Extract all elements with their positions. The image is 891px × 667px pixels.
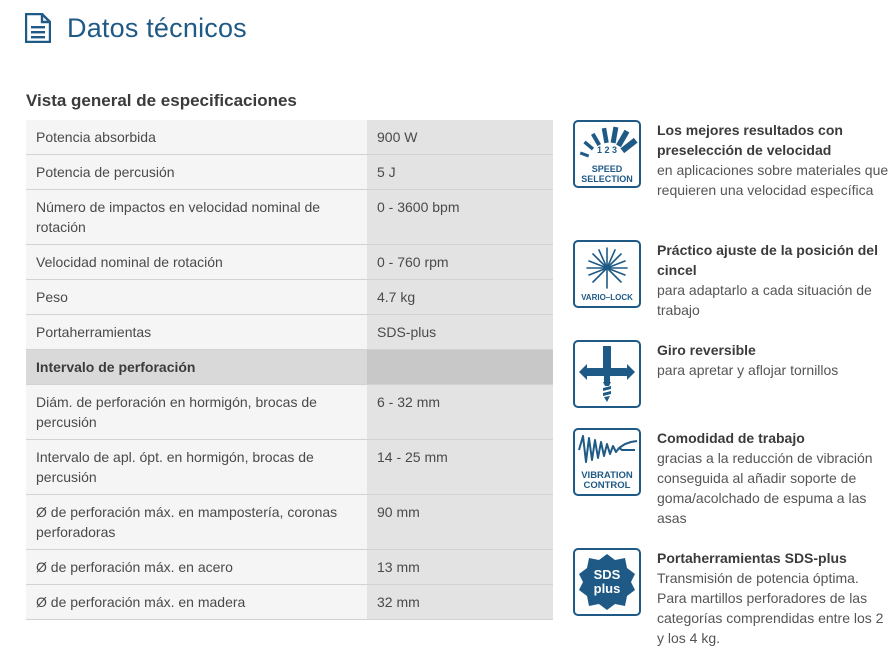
- spec-value: 0 - 760 rpm: [367, 245, 553, 279]
- spec-label: Potencia de percusión: [26, 155, 367, 189]
- table-row: [26, 385, 553, 440]
- table-row: [26, 245, 553, 280]
- table-row: [26, 120, 553, 155]
- feature-title: Práctico ajuste de la posición del cincel: [657, 242, 878, 278]
- feature-reversible-rotation: [573, 340, 889, 408]
- group-title: Intervalo de perforación: [26, 350, 367, 384]
- spec-label: Ø de perforación máx. en madera: [26, 585, 367, 619]
- spec-label: Peso: [26, 280, 367, 314]
- feature-sds-plus: [573, 548, 889, 648]
- feature-title: Giro reversible: [657, 342, 756, 358]
- feature-text: [657, 120, 889, 200]
- spec-label: Portaherramientas: [26, 315, 367, 349]
- vario-lock-icon: [573, 240, 641, 308]
- spec-label: Número de impactos en velocidad nominal de rotación: [26, 190, 367, 244]
- spec-value: 13 mm: [367, 550, 553, 584]
- sds-plus-icon: [573, 548, 641, 616]
- feature-text: [657, 240, 889, 320]
- table-row: [26, 495, 553, 550]
- feature-description: Transmisión de potencia óptima. Para martillos perforadores de las categorías comprendidas entre los 2 y los 4 kg.: [657, 570, 884, 646]
- feature-vibration-control: [573, 428, 889, 528]
- feature-title: Los mejores resultados con preselección de velocidad: [657, 122, 843, 158]
- vario-lock-caption: VARIO–LOCK: [581, 293, 633, 302]
- spec-value: 4.7 kg: [367, 280, 553, 314]
- group-value-cell: [367, 350, 553, 384]
- feature-description: en aplicaciones sobre materiales que requieren una velocidad específica: [657, 162, 889, 198]
- spec-label: Velocidad nominal de rotación: [26, 245, 367, 279]
- spec-value: 6 - 32 mm: [367, 385, 553, 439]
- document-icon: [25, 13, 51, 43]
- feature-title: Portaherramientas SDS-plus: [657, 550, 847, 566]
- feature-vario-lock: [573, 240, 889, 320]
- spec-value: 5 J: [367, 155, 553, 189]
- table-row: [26, 550, 553, 585]
- feature-speed-selection: [573, 120, 889, 200]
- spec-label: Ø de perforación máx. en mampostería, coronas perforadoras: [26, 495, 367, 549]
- feature-description: para apretar y aflojar tornillos: [657, 362, 839, 378]
- specs-table: [26, 120, 553, 620]
- feature-description: para adaptarlo a cada situación de trabajo: [657, 282, 872, 318]
- table-row: [26, 585, 553, 620]
- spec-label: Potencia absorbida: [26, 120, 367, 154]
- sds-plus-caption: SDS plus: [593, 567, 621, 596]
- speed-selection-caption: SPEED SELECTION: [581, 164, 633, 184]
- spec-label: Intervalo de apl. ópt. en hormigón, brocas de percusión: [26, 440, 367, 494]
- speed-selection-icon: [573, 120, 641, 188]
- feature-title: Comodidad de trabajo: [657, 430, 805, 446]
- table-group-header: [26, 350, 553, 385]
- table-row: [26, 190, 553, 245]
- feature-description: gracias a la reducción de vibración conseguida al añadir soporte de goma/acolchado de espuma a las asas: [657, 450, 873, 526]
- spec-value: 900 W: [367, 120, 553, 154]
- specs-section-title: Vista general de especificaciones: [26, 91, 297, 110]
- feature-text: [657, 548, 889, 648]
- spec-label: Ø de perforación máx. en acero: [26, 550, 367, 584]
- spec-value: 0 - 3600 bpm: [367, 190, 553, 244]
- page-header: [25, 10, 247, 46]
- spec-value: 14 - 25 mm: [367, 440, 553, 494]
- speed-selection-numbers: 1 2 3: [596, 145, 618, 155]
- spec-value: SDS-plus: [367, 315, 553, 349]
- feature-text: [657, 340, 889, 408]
- table-row: [26, 155, 553, 190]
- table-row: [26, 315, 553, 350]
- reversible-rotation-icon: [573, 340, 641, 408]
- vibration-control-icon: [573, 428, 641, 496]
- feature-text: [657, 428, 889, 528]
- page-title: Datos técnicos: [67, 12, 247, 43]
- spec-label: Diám. de perforación en hormigón, brocas de percusión: [26, 385, 367, 439]
- spec-value: 90 mm: [367, 495, 553, 549]
- spec-value: 32 mm: [367, 585, 553, 619]
- table-row: [26, 280, 553, 315]
- vibration-control-caption: VIBRATION CONTROL: [581, 470, 633, 491]
- table-row: [26, 440, 553, 495]
